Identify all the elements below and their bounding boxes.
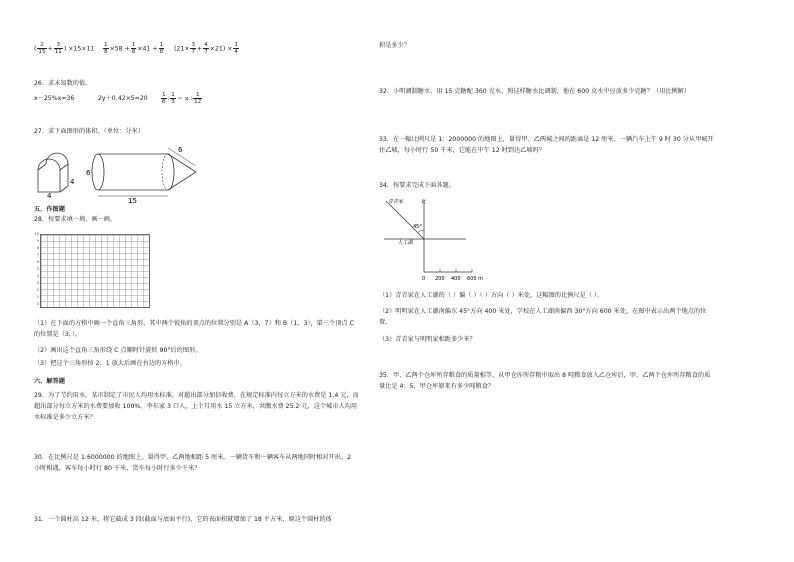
denominator: 7 bbox=[191, 49, 196, 55]
scale-label-200: 200 bbox=[435, 276, 445, 282]
numerator: 1 bbox=[171, 92, 175, 98]
fig1-height-label: 4 bbox=[70, 178, 75, 186]
denominator: 8 bbox=[104, 49, 108, 55]
q34-map-diagram bbox=[376, 192, 496, 284]
q26-title: 26．求未知数的值。 bbox=[34, 80, 92, 87]
angle-label: 45° bbox=[413, 224, 422, 230]
grid-axis-number: 5 bbox=[36, 267, 39, 271]
cylinder-right-end-hidden bbox=[162, 154, 168, 190]
q26-equation-1: x－25%x=36 bbox=[34, 95, 75, 102]
fraction bbox=[233, 42, 239, 55]
q27-figure-cylinder-cone bbox=[86, 142, 216, 204]
q34-part-1: （1）青青家在人工湖的（ ）偏（ ）（ ）方向（ ）米处，这幅图的比例尺是（ ）。 bbox=[379, 292, 604, 299]
numerator: 1 bbox=[193, 92, 202, 99]
q26-equation-2: 2y＋0.42×5=20 bbox=[98, 95, 148, 102]
home-label: 青青家 bbox=[388, 199, 404, 205]
grid-axis-number: 2 bbox=[36, 288, 39, 292]
scale-label-400: 400 bbox=[451, 276, 461, 282]
angle-arc bbox=[418, 230, 424, 233]
fig1-width-label: 4 bbox=[47, 192, 52, 198]
q31-continuation: 积是多少？ bbox=[379, 42, 410, 49]
cylinder-right-end bbox=[168, 154, 174, 190]
q31-text: 31．一个圆柱高 12 米，将它截成 3 段(截面与底面平行)，它的表面积就增加了 18 平方米，原这个圆柱的体 bbox=[34, 516, 332, 523]
ratio-colon: ∶ bbox=[167, 95, 170, 103]
denominator: 12 bbox=[194, 99, 202, 105]
q28-title: 28．按要求填一填，画一画。 bbox=[34, 216, 117, 223]
q28-part-2: （2）画出这个直角三角形绕 C 点顺时针旋转 90°后的图形。 bbox=[34, 347, 202, 354]
numerator: 3 bbox=[54, 42, 63, 49]
q34-title: 34．按要求完成下面各题。 bbox=[379, 182, 455, 189]
fig2-cone-label: 6 bbox=[178, 146, 183, 154]
q33-text: 33．在一幅比例尺是 1：2000000 的地图上，量得甲、乙两城之间的距离是 12 厘米，一辆汽车上午 9 时 30 分从甲城开往乙城，每小时行 50 千米，它能在中午 12 时到达乙城吗？ bbox=[379, 136, 714, 154]
expr-mid: ×41 + bbox=[137, 45, 158, 53]
paren: ( bbox=[34, 45, 37, 53]
scale-label-0: 0 bbox=[422, 276, 426, 282]
scale-label-600m: 600 m bbox=[467, 276, 484, 282]
denominator: 6 bbox=[162, 99, 166, 105]
grid-axis-number: 4 bbox=[36, 274, 39, 278]
q28-part-3: （3）把这个三角形按 2：1 放大后画在右边的方格中。 bbox=[34, 360, 186, 367]
grid-axis-number: 9 bbox=[36, 239, 39, 243]
expr-head: (21× bbox=[174, 45, 190, 53]
q29-text: 29．为了节约用水，某市制定了市民人均用水标准，对超出部分加倍收费。在规定标准内每立方米的水费是 1.4 元，而超出部分每立方米的水费要加收 100%。李东家 3 口人，上个月用水 15 立方米，共缴水费 25.2 元，这个城市人均用水标准是多少立方米？ bbox=[34, 392, 359, 421]
grid-axis-number: 8 bbox=[36, 246, 39, 250]
expr-mid: ×21) × bbox=[209, 45, 233, 53]
denominator: 3 bbox=[171, 99, 175, 105]
grid-axis-number: 7 bbox=[36, 253, 39, 257]
fraction bbox=[37, 42, 46, 55]
plus: + bbox=[47, 45, 53, 53]
numerator: 1 bbox=[234, 42, 238, 48]
fraction bbox=[131, 42, 137, 55]
q32-text: 32．小明调制糖水，用 15 克糖配 360 克水，照这样糖水比调制，他在 600 克水中应放多少克糖？（用比例解） bbox=[379, 88, 691, 95]
denominator: 8 bbox=[159, 49, 164, 55]
fraction bbox=[54, 42, 63, 55]
section-5-heading: 五、作图题 bbox=[34, 206, 65, 213]
denominator: 11 bbox=[54, 49, 62, 55]
grid-axis-number: 0 bbox=[36, 302, 39, 306]
q28-part-1: （1）在下面的方格中画一个直角三角形，其中两个锐角的顶点的位置分别是 A（3，7）和 B（1，3），第三个顶点 C 的位置是（3，）。 bbox=[34, 320, 354, 338]
q34-part-3: （3）青青家与明明家相距多少米？ bbox=[379, 336, 476, 343]
expr-mid: ＝ x ∶ bbox=[176, 95, 193, 103]
q30-text: 30．在比例尺是 1:6000000 的地图上，量得甲、乙两地相距 5 厘米。一辆货车和一辆客车从两地同时相对开出，2 小时相遇。客车每小时行 80 千米，货车每小时行多少千米？ bbox=[34, 454, 352, 472]
numerator: 1 bbox=[159, 42, 164, 48]
q25-expression-2 bbox=[102, 42, 165, 55]
numerator: 1 bbox=[131, 42, 136, 48]
denominator: 7 bbox=[204, 49, 208, 55]
prism-front bbox=[38, 159, 60, 192]
fraction bbox=[103, 42, 109, 55]
north-label: 北 bbox=[421, 199, 427, 205]
numerator: 4 bbox=[204, 42, 208, 48]
q28-square-grid[interactable] bbox=[40, 234, 150, 308]
q25-expression-1 bbox=[34, 42, 94, 55]
grid-axis-number: 6 bbox=[36, 260, 39, 264]
q34-part-2: （2）明明家在人工湖南偏东 45°方向 400 米处，学校在人工湖南偏西 30°方向 600 米处，在图中表示出两个地点的位置。 bbox=[379, 308, 707, 326]
q35-text: 35．甲、乙两个仓库所存粮食的质量相等，从甲仓库所存粮中取出 8 吨粮食放入乙仓库后，甲、乙两个仓库所存粮食的质量比是 4：5，甲仓库原来有多少吨粮食？ bbox=[379, 372, 711, 390]
fraction bbox=[190, 42, 196, 55]
fig2-length-label: 15 bbox=[128, 197, 137, 204]
q26-equation-3 bbox=[160, 92, 203, 105]
numerator: 3 bbox=[191, 42, 196, 48]
q25-expression-3 bbox=[174, 42, 240, 55]
fraction bbox=[161, 92, 167, 105]
direction-line-to-home bbox=[386, 201, 424, 239]
q27-figure-arch-prism bbox=[34, 140, 76, 198]
fraction bbox=[167, 92, 176, 105]
lake-label: 人工湖 bbox=[398, 240, 414, 246]
fraction bbox=[159, 42, 165, 55]
numerator: 1 bbox=[162, 92, 166, 98]
grid-axis-number: 1 bbox=[36, 295, 39, 299]
denominator: 15 bbox=[38, 49, 46, 55]
expr-tail: ) ×15×11 bbox=[63, 45, 95, 53]
cylinder-left-end bbox=[92, 154, 104, 190]
expr-mid: ×58 + bbox=[109, 45, 130, 53]
fig2-diameter-label: 6 bbox=[86, 169, 91, 177]
fraction bbox=[193, 92, 202, 105]
numerator: 1 bbox=[104, 42, 108, 48]
denominator: 4 bbox=[234, 49, 238, 55]
numerator: 2 bbox=[37, 42, 46, 49]
grid-axis-number: 3 bbox=[36, 281, 39, 285]
plus: + bbox=[197, 45, 203, 53]
grid-axis-number: 10 bbox=[34, 232, 39, 236]
fraction bbox=[203, 42, 209, 55]
denominator: 8 bbox=[131, 49, 136, 55]
section-6-heading: 六、解答题 bbox=[34, 378, 65, 385]
q27-title: 27．求下面图形的体积。（单位：分米） bbox=[34, 128, 144, 135]
